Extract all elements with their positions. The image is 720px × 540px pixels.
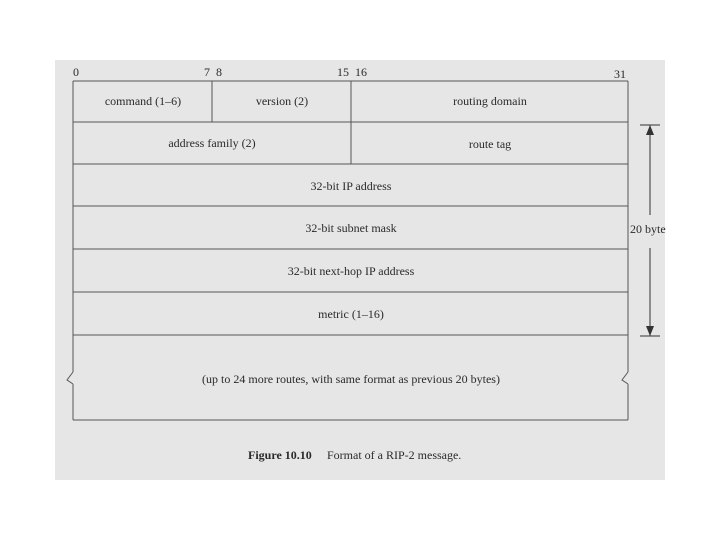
subnet-mask-field: 32-bit subnet mask (305, 221, 397, 235)
size-arrow-top-head (646, 125, 654, 135)
bit-label-7: 7 (204, 65, 210, 79)
version-field: version (2) (255, 94, 309, 108)
bit-label-15: 15 (337, 65, 349, 79)
bit-label-8: 8 (216, 65, 222, 79)
figure-caption: Format of a RIP-2 message. (327, 448, 462, 462)
size-arrow-bottom-head (646, 326, 654, 336)
route-tag-field: route tag (468, 137, 512, 151)
figure-number: Figure 10.10 (248, 448, 312, 462)
routing-domain-field: routing domain (453, 94, 527, 108)
size-annotation-label: 20 byte (630, 222, 666, 236)
command-field: command (1–6) (104, 94, 182, 108)
bit-label-16: 16 (355, 65, 367, 79)
ip-address-field: 32-bit IP address (310, 179, 392, 193)
break-mark-left (67, 372, 73, 384)
break-mark-right (622, 372, 628, 384)
more-routes-text: (up to 24 more routes, with same format as previous 20 bytes) (202, 372, 500, 386)
bit-label-31: 31 (614, 67, 626, 81)
address-family-field: address family (2) (168, 136, 256, 150)
metric-field: metric (1–16) (318, 307, 384, 321)
next-hop-field: 32-bit next-hop IP address (287, 264, 415, 278)
bit-label-0: 0 (73, 65, 79, 79)
